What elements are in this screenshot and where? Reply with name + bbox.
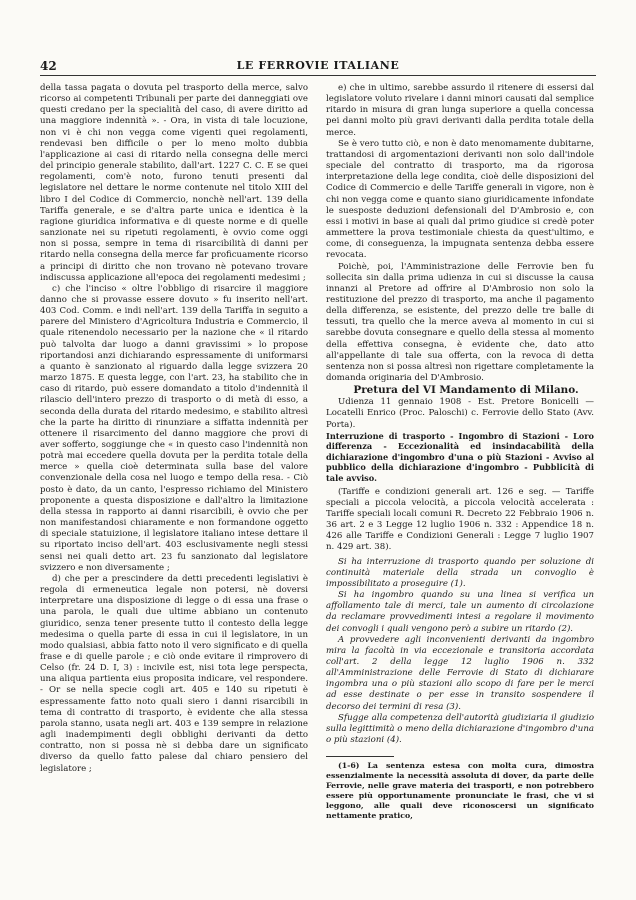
paragraph: c) che l'inciso « oltre l'obbligo di risarcire il maggiore danno che si provasse essere dovuto » fu inserito nell'art. 403 Cod. Comm. e indi nell'art. 139 della Tariffa in seguito a parere del Ministero d'Agricoltura Industria e Commercio, il quale ritenendolo necessario per la nazione che « il ritardo può talvolta dar luogo a danni gravissimi » lo propose riportandosi anzi dichiarando espressamente di uniformarsi a quanto è sanzionato al riguardo dalla legge svizzera 20 marzo 1875. E questa legge, con l'art. 23, ha stabilito che in caso di ritardo, può essere domandato a titolo d'indennità il rilascio dell'intero prezzo di trasporto o di metà di esso, a seconda della durata del ritardo medesimo, e stabilito altresì che la parte ha diritto di rinunziare a siffatta indennità per ottenere il risarcimento del danno maggiore che provi di aver sofferto, soggiunge che « in questo caso l'indennità non potrà mai eccedere quella dovuta per la perdita totale della merce » quella cioè determinata sulla base del valore convenzionale della cosa nel luogo e tempo della resa. - Ciò posto è dato, da un canto, l'espresso richiamo del Ministero proponente a questa disposizione e dall'altro la limitazione della stessa in rapporto ai danni risarcibili, è ovvio che per non manifestandosi chiaramente e non formandone oggetto di speciale statuizione, il legislatore italiano intese dettare il su riportato inciso dell'art. 403 esclusivamente negli stessi sensi nei quali detto art. 23 fu sanzionato dal legislatore svizzero e non diversamente ; [40,283,308,573]
maxim: Sfugge alla competenza dell'autorità giudiziaria il giudizio sulla legittimità o meno della dichiarazione d'ingombro d'una o più stazioni (4). [326,712,594,746]
maxim: Si ha interruzione di trasporto quando per soluzione di continuità materiale della strada un convoglio è impossibilitato a proseguire (1). [326,556,594,589]
page-number: 42 [40,59,57,73]
references: (Tariffe e condizioni generali art. 126 e seg. — Tariffe speciali a piccola velocità, a piccola velocità accelerata : Tariffe speciali locali comuni R. Decreto 22 Febbraio 1906 n. 36 art. 2 e 3 Legge 12 luglio 1906 n. 332 : Appendice 18 n. 426 alle Tariffe e Condizioni Generali : Legge 7 luglio 1907 n. 429 art. 38). [326,486,594,553]
headnote: Interruzione di trasporto - Ingombro di Stazioni - Loro differenza - Eccezionalità ed insindacabilità della dichiarazione d'ingombro d'una o più Stazioni - Avviso al pubblico della dichiarazione d'ingombro - Pubblicità di tale avviso. [326,430,594,484]
footnote: (1-6) La sentenza estesa con molta cura, dimostra essenzialmente la necessità assoluta di dover, da parte delle Ferrovie, nelle grave materia dei trasporti, e non potrebbero essere più opportunamente pronunciate le frasi, che vi si leggono, alle quali deve riconoscersi un significato nettamente pratico, [326,761,594,821]
section-title: Pretura del VI Mandamento di Milano. [353,384,579,397]
paragraph: e) che in ultimo, sarebbe assurdo il ritenere di essersi dal legislatore voluto rivelare i danni minori causati dal semplice ritardo in misura di gran lunga superiore a quella concessa pei danni molto più gravi derivanti dalla perdita totale della merce. [326,83,594,138]
running-title: LE FERROVIE ITALIANE [236,59,400,72]
right-column [326,83,594,821]
footnote-divider [326,756,394,757]
paragraph: d) che per a prescindere da detti precedenti legislativi è regola di ermeneutica legale non potersi, nè doversi interpretare una disposizione di legge o di essa una frase o una parola, le quali due ultime abbiano un contenuto giuridico, senza tener presente tutto il contesto della legge medesima o quella parte di essa in cui il legislatore, in un modo qualsiasi, abbia fatto noto il vero significato e di quella frase e di quelle parole ; e ciò onde evitare il rimprovero di Celso (fr. 24 D. I, 3) : incivile est, nisi tota lege perspecta, una aliqua partienta eius proposita indicare, vel respondere. - Or se nella specie cogli art. 405 e 140 su ripetuti è espressamente fatto noto quali siero i danni risarcibili in tema di contratto di trasporto, è evidente che alla stessa parola stanno, usata negli art. 403 e 139 sempre in relazione agli inadempimenti degli obblighi derivanti da detto contratto, non si possa nè si debba dare un significato diverso da quello fatto palese dal chiaro pensiero del legislatore ; [40,573,308,774]
hearing-line: Udienza 11 gennaio 1908 - Est. Pretore Bonicelli — Locatelli Enrico (Proc. Paloschi) c. Ferrovie dello Stato (Avv. Porta). [326,397,594,430]
paragraph: Poichè, poi, l'Amministrazione delle Ferrovie ben fu sollecita sin dalla prima udienza in cui si discusse la causa innanzi al Pretore ad offrire al D'Ambrosio non solo la restituzione del prezzo di trasporto, ma anche il pagamento della differenza, se esistente, del prezzo delle tre balle di tessuti, tra quello che la merce aveva al momento in cui si sarebbe dovuta consegnare e quello della stessa al momento della effettiva consegna, è evidente che, dato atto all'appellante di tale sua offerta, con la revoca di detta sentenza non si possa altresì non rigettare completamente la domanda originaria del D'Ambrosio. [326,261,594,384]
paragraph: Se è vero tutto ciò, e non è dato menomamente dubitarne, trattandosi di argomentazioni derivanti non solo dall'indole speciale del contratto di trasporto, ma da rigorosa interpretazione della lege condita, cioè delle disposizioni del Codice di Commercio e delle Tariffe generali in vigore, non è chi non vegga come e quanto siano giuridicamente infondate le suesposte deduzioni defensionali del D'Ambrosio e, con essi i motivi in base ai quali dal primo giudice si credè poter ammettere la prova testimoniale chiesta da quest'ultimo, e come, di conseguenza, la impugnata sentenza debba essere revocata. [326,138,594,261]
paragraph: della tassa pagata o dovuta pel trasporto della merce, salvo ricorso ai competenti Tribunali per parte dei danneggiati ove questi credano per la specialità del caso, di avere diritto ad una maggiore indennità ». - Ora, in vista di tale locuzione, non vi è chi non vegga come vigenti quei regolamenti, rendevasi ben difficile o per lo meno molto dubbia l'applicazione ai casi di ritardo nella consegna delle merci del principio generale stabilito, dall'art. 1227 C. C. E se quei regolamenti, com'è noto, furono tenuti presenti dal legislatore nel dettare le norme contenute nel titolo XIII del libro I del Codice di Commercio, nonchè nell'art. 139 della Tariffa generale, e se d'altra parte unica e identica è la ragione giuridica informativa e di queste norme e di quelle sanzionate nei su ripetuti regolamenti, è ovvio come oggi non si possa, sempre in tema di risarcibilità di danni per ritardo nella consegna della merce far proficuamente ricorso a principi di diritto che non trovano nè potevano trovare indiscussa applicazione all'epoca dei regolamenti medesimi ; [40,83,308,283]
left-column [40,83,308,775]
maxim: A provvedere agli inconvenienti derivanti da ingombro mira la facoltà in via eccezionale e transitoria accordata coll'art. 2 della legge 12 luglio 1906 n. 332 all'Amministrazione delle Ferrovie di Stato di dichiarare ingombra una o più stazioni allo scopo di fare per le merci ad esse destinate o per esse in transito sospendere il decorso dei termini di resa (3). [326,634,594,712]
maxim: Si ha ingombro quando su una linea si verifica un affollamento tale di merci, tale un aumento di circolazione da reclamare provvedimenti intesi a regolare il movimento dei convogli i quali vengono però a subire un ritardo (2). [326,590,594,634]
page-header [40,59,596,76]
